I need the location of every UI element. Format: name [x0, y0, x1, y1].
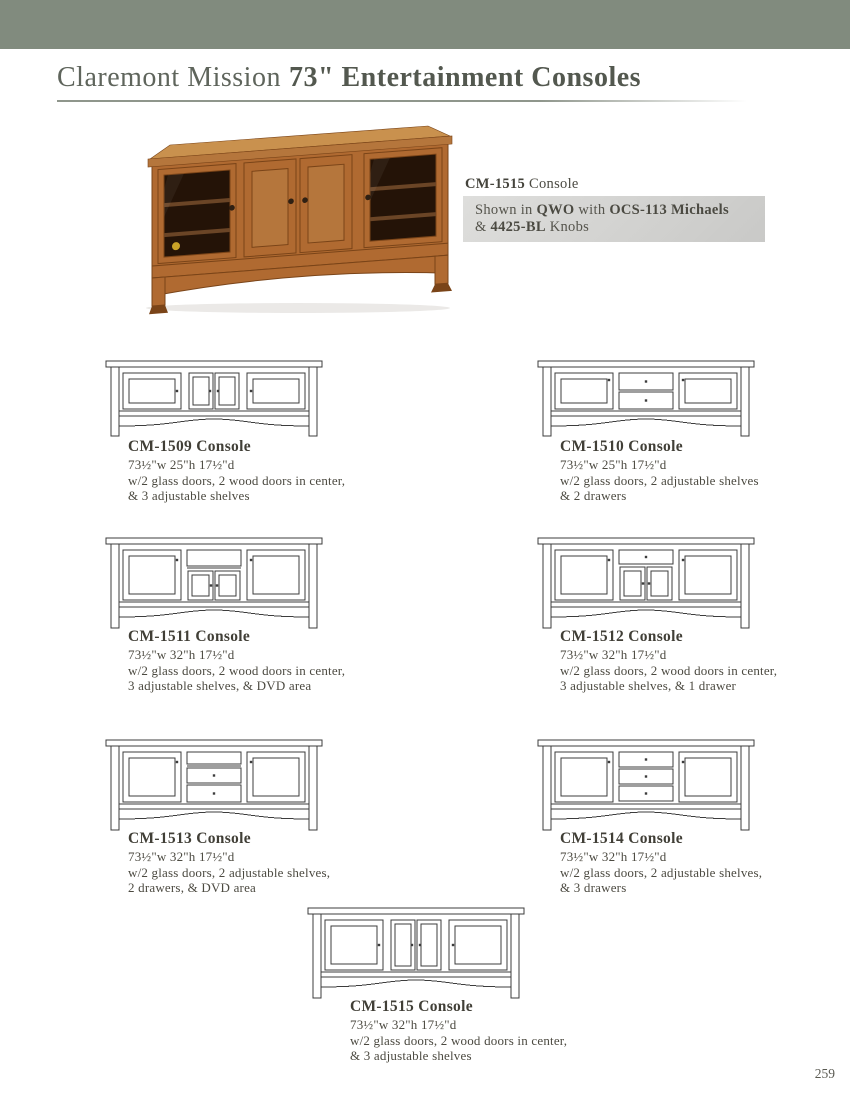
console-model-name: CM-1512 Console: [560, 628, 683, 645]
console-features: [560, 663, 810, 693]
console-dimensions: 73½"w 32"h 17½"d: [560, 647, 667, 662]
finish-callout-box: [463, 196, 765, 242]
console-model-name: CM-1514 Console: [560, 830, 683, 847]
console-feature-line: 3 adjustable shelves, & 1 drawer: [560, 678, 737, 693]
console-features: [560, 473, 810, 503]
page-number: 259: [814, 1066, 835, 1081]
finish-text: Knobs: [545, 219, 590, 235]
featured-model-type: Console: [529, 176, 579, 192]
console-line-drawing-icon: [535, 533, 757, 635]
console-feature-line: & 3 adjustable shelves: [350, 1048, 472, 1063]
console-caption: [560, 438, 810, 503]
finish-callout-line: [475, 219, 765, 236]
console-caption: [128, 628, 378, 693]
console-feature-line: w/2 glass doors, 2 adjustable shelves,: [128, 865, 331, 880]
console-model-name: CM-1509 Console: [128, 438, 251, 455]
console-line-drawing-icon: [535, 735, 757, 837]
finish-callout-line: [475, 202, 765, 219]
console-caption: [128, 830, 378, 895]
console-features: [128, 473, 378, 503]
console-model-name: CM-1511 Console: [128, 628, 251, 645]
console-feature-line: & 2 drawers: [560, 488, 627, 503]
console-feature-line: w/2 glass doors, 2 adjustable shelves,: [560, 865, 763, 880]
console-line-drawing-icon: [305, 903, 527, 1005]
console-dimensions: 73½"w 32"h 17½"d: [560, 849, 667, 864]
console-feature-line: 3 adjustable shelves, & DVD area: [128, 678, 312, 693]
finish-text: Shown in: [475, 202, 537, 218]
console-line-drawing-icon: [535, 356, 757, 443]
console-feature-line: & 3 adjustable shelves: [128, 488, 250, 503]
product-category: 73" Entertainment Consoles: [288, 62, 642, 93]
console-caption: [350, 998, 600, 1063]
console-model-name: CM-1513 Console: [128, 830, 251, 847]
console-caption: [560, 628, 810, 693]
console-feature-line: 2 drawers, & DVD area: [128, 880, 257, 895]
featured-model: CM-1515: [465, 176, 526, 192]
finish-code: OCS-113 Michaels: [609, 202, 729, 218]
console-dimensions: 73½"w 32"h 17½"d: [128, 849, 235, 864]
console-feature-line: w/2 glass doors, 2 wood doors in center,: [128, 473, 346, 488]
console-feature-line: w/2 glass doors, 2 wood doors in center,: [350, 1033, 568, 1048]
featured-product-photo: [128, 123, 460, 315]
console-line-drawing-icon: [103, 533, 325, 635]
featured-model-line: [465, 176, 579, 193]
console-model-name: CM-1510 Console: [560, 438, 683, 455]
console-dimensions: 73½"w 32"h 17½"d: [128, 647, 235, 662]
console-features: [128, 663, 378, 693]
console-features: [350, 1033, 600, 1063]
console-features: [128, 865, 378, 895]
collection-name: Claremont Mission: [57, 62, 281, 93]
console-model-name: CM-1515 Console: [350, 998, 473, 1015]
console-features: [560, 865, 810, 895]
finish-text: &: [475, 219, 491, 235]
console-dimensions: 73½"w 25"h 17½"d: [128, 457, 235, 472]
top-band: [0, 0, 850, 49]
finish-code: 4425-BL: [490, 219, 546, 235]
console-dimensions: 73½"w 32"h 17½"d: [350, 1017, 457, 1032]
console-dimensions: 73½"w 25"h 17½"d: [560, 457, 667, 472]
console-feature-line: & 3 drawers: [560, 880, 627, 895]
console-caption: [560, 830, 810, 895]
console-line-drawing-icon: [103, 735, 325, 837]
finish-code: QWO: [536, 202, 575, 218]
console-line-drawing-icon: [103, 356, 325, 443]
console-feature-line: w/2 glass doors, 2 adjustable shelves: [560, 473, 759, 488]
page-title: [57, 62, 641, 94]
console-feature-line: w/2 glass doors, 2 wood doors in center,: [560, 663, 778, 678]
console-feature-line: w/2 glass doors, 2 wood doors in center,: [128, 663, 346, 678]
title-underline: [57, 100, 747, 102]
console-caption: [128, 438, 378, 503]
finish-text: with: [574, 202, 610, 218]
